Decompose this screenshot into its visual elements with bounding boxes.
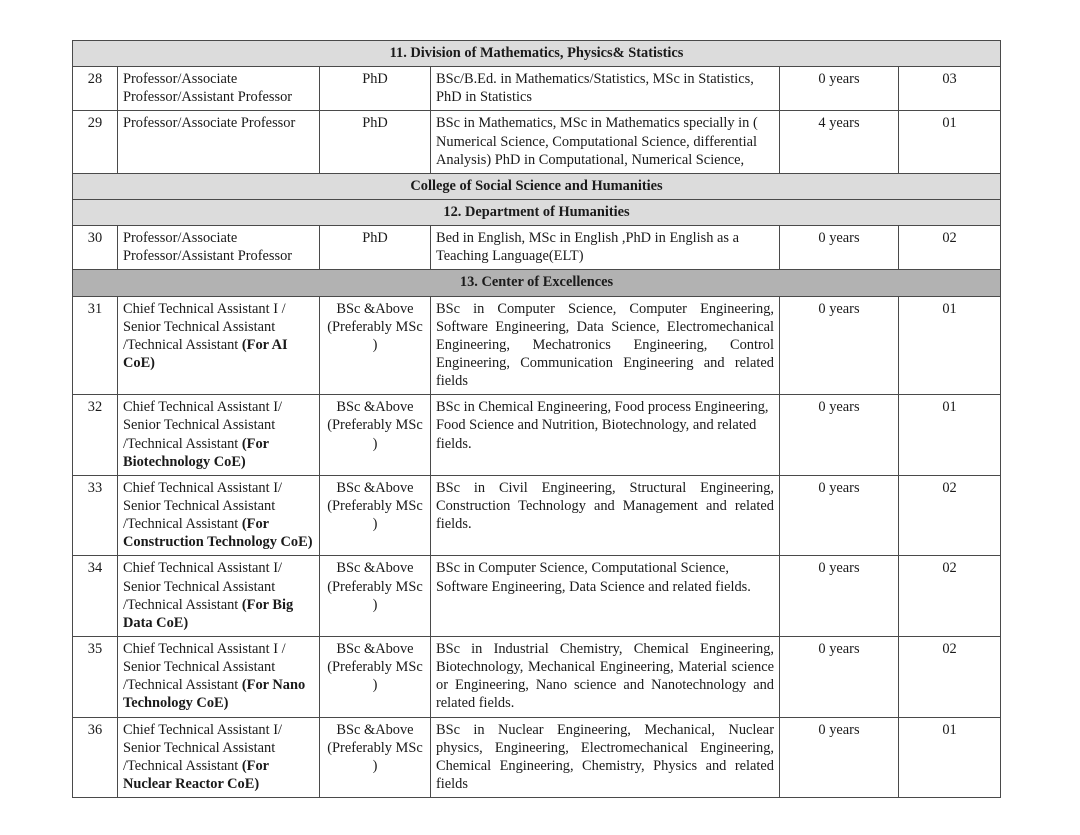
qualification-cell: BSc &Above (Preferably MSc ) <box>320 395 431 476</box>
table-row <box>73 111 1001 173</box>
experience-cell: 0 years <box>780 556 899 637</box>
row-number-cell: 35 <box>73 636 118 717</box>
experience-cell: 0 years <box>780 475 899 556</box>
table-row <box>73 296 1001 395</box>
section-header-label: College of Social Science and Humanities <box>73 173 1001 199</box>
position-text: Chief Technical Assistant I / Senior Technical Assistant /Technical Assistant <box>123 300 286 353</box>
position-cell <box>118 226 320 270</box>
field-of-study-cell: BSc/B.Ed. in Mathematics/Statistics, MSc in Statistics, PhD in Statistics <box>431 67 780 111</box>
position-cell <box>118 111 320 173</box>
field-of-study-cell: Bed in English, MSc in English ,PhD in English as a Teaching Language(ELT) <box>431 226 780 270</box>
experience-cell: 0 years <box>780 67 899 111</box>
position-cell <box>118 296 320 395</box>
position-coe-label: (For Nuclear Reactor CoE) <box>123 757 269 792</box>
position-coe-label: (For Biotechnology CoE) <box>123 435 269 470</box>
field-of-study-cell: BSc in Computer Science, Computer Engineering, Software Engineering, Data Science, Electromechanical Engineering, Mechatronics Engineering, Control Engineering, Communication Engineering and related fields <box>431 296 780 395</box>
vacancy-count-cell: 02 <box>899 636 1001 717</box>
section-header-label: 11. Division of Mathematics, Physics& Statistics <box>73 41 1001 67</box>
vacancy-count-cell: 02 <box>899 556 1001 637</box>
table-row <box>73 395 1001 476</box>
position-coe-label: (For Nano Technology CoE) <box>123 677 306 712</box>
position-cell <box>118 717 320 798</box>
vacancy-count-cell: 03 <box>899 67 1001 111</box>
position-cell <box>118 636 320 717</box>
row-number-cell: 34 <box>73 556 118 637</box>
vacancy-count-cell: 01 <box>899 296 1001 395</box>
table-body <box>73 41 1001 798</box>
field-of-study-cell: BSc in Chemical Engineering, Food process Engineering, Food Science and Nutrition, Biotechnology, and related fields. <box>431 395 780 476</box>
experience-cell: 0 years <box>780 296 899 395</box>
experience-cell: 0 years <box>780 226 899 270</box>
qualification-cell: BSc &Above (Preferably MSc ) <box>320 296 431 395</box>
position-cell <box>118 556 320 637</box>
qualification-cell: BSc &Above (Preferably MSc ) <box>320 636 431 717</box>
field-of-study-cell: BSc in Computer Science, Computational Science, Software Engineering, Data Science and related fields. <box>431 556 780 637</box>
section-header-row <box>73 41 1001 67</box>
vacancy-count-cell: 01 <box>899 395 1001 476</box>
qualification-cell: PhD <box>320 111 431 173</box>
position-text: Professor/Associate Professor/Assistant Professor <box>123 71 293 106</box>
field-of-study-cell: BSc in Nuclear Engineering, Mechanical, Nuclear physics, Engineering, Electromechanical Engineering, Chemical Engineering, Chemistry, Physics and related fields <box>431 717 780 798</box>
vacancy-count-cell: 01 <box>899 111 1001 173</box>
qualification-cell: PhD <box>320 67 431 111</box>
section-header-row <box>73 270 1001 296</box>
qualification-cell: BSc &Above (Preferably MSc ) <box>320 717 431 798</box>
qualification-cell: BSc &Above (Preferably MSc ) <box>320 475 431 556</box>
qualification-table <box>72 40 1001 798</box>
position-cell <box>118 395 320 476</box>
position-text: Chief Technical Assistant I/ Senior Technical Assistant /Technical Assistant <box>123 399 282 452</box>
row-number-cell: 30 <box>73 226 118 270</box>
vacancy-count-cell: 02 <box>899 475 1001 556</box>
position-text: Professor/Associate Professor/Assistant Professor <box>123 230 293 265</box>
table-row <box>73 556 1001 637</box>
position-coe-label: (For Big Data CoE) <box>123 596 294 631</box>
experience-cell: 0 years <box>780 636 899 717</box>
row-number-cell: 31 <box>73 296 118 395</box>
position-text: Professor/Associate Professor <box>123 115 296 132</box>
experience-cell: 0 years <box>780 395 899 476</box>
table-row <box>73 67 1001 111</box>
row-number-cell: 32 <box>73 395 118 476</box>
table-row <box>73 475 1001 556</box>
section-header-row <box>73 173 1001 199</box>
position-coe-label: (For Construction Technology CoE) <box>123 516 313 551</box>
table-row <box>73 717 1001 798</box>
position-cell <box>118 475 320 556</box>
table-row <box>73 226 1001 270</box>
experience-cell: 0 years <box>780 717 899 798</box>
position-text: Chief Technical Assistant I / Senior Technical Assistant /Technical Assistant <box>123 640 286 694</box>
vacancy-count-cell: 01 <box>899 717 1001 798</box>
row-number-cell: 28 <box>73 67 118 111</box>
section-header-label: 13. Center of Excellences <box>73 270 1001 296</box>
field-of-study-cell: BSc in Industrial Chemistry, Chemical Engineering, Biotechnology, Mechanical Engineering, Material science or Engineering, Nano science and Nanotechnology and related fields. <box>431 636 780 717</box>
field-of-study-cell: BSc in Civil Engineering, Structural Engineering, Construction Technology and Management and related fields. <box>431 475 780 556</box>
field-of-study-cell: BSc in Mathematics, MSc in Mathematics specially in ( Numerical Science, Computational Science, differential Analysis) PhD in Computational, Numerical Science, <box>431 111 780 173</box>
section-header-row <box>73 199 1001 225</box>
vacancy-count-cell: 02 <box>899 226 1001 270</box>
qualification-cell: BSc &Above (Preferably MSc ) <box>320 556 431 637</box>
qualification-cell: PhD <box>320 226 431 270</box>
position-text: Chief Technical Assistant I/ Senior Technical Assistant /Technical Assistant <box>123 560 282 613</box>
table-row <box>73 636 1001 717</box>
experience-cell: 4 years <box>780 111 899 173</box>
position-cell <box>118 67 320 111</box>
position-coe-label: (For AI CoE) <box>123 336 288 371</box>
position-text: Chief Technical Assistant I/ Senior Technical Assistant /Technical Assistant <box>123 721 282 774</box>
row-number-cell: 33 <box>73 475 118 556</box>
row-number-cell: 36 <box>73 717 118 798</box>
section-header-label: 12. Department of Humanities <box>73 199 1001 225</box>
row-number-cell: 29 <box>73 111 118 173</box>
position-text: Chief Technical Assistant I/ Senior Technical Assistant /Technical Assistant <box>123 479 282 533</box>
